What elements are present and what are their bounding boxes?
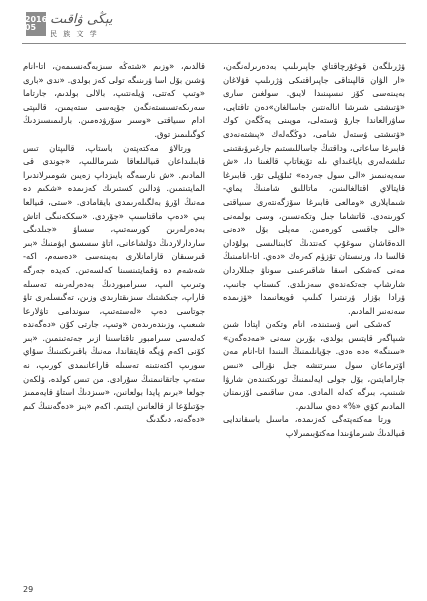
paragraph: ورتا مەكتەپتەگى كەزىمدە، ماسىل باسقاندايى قىيالدىڭ شىرماۋىندا مەكتۇبىمىرلاپ xyxy=(223,414,405,439)
paragraph: ورتالاۋ مەكتەپتەن باستاپ، قالىپتان تىس قابىلىداعان قىيالىلعاقا شىرماللىپ، «جوندى قى المادىم. «ش نارسەگە بايىزداپ زەيىن شومىرلاندىرا المايتىنمىن. ۋدالىن كستىرىك كەزىمدە «شكىم دە مەنىڭ اۆرۋ بەلگىلەرىمدى بايقامادى. «ستى، قىيالعا بىي «دەپ ماقتاسىپ «جۆردى. «سككەنىگى اتاش بەدەرلەرىن كورسەتىپ، سساۋ «جىلدىگى ساردارلاردىڭ دۆلشاعانى، اتاۋ سسسق ايۋمنىڭ «بىر قىرسىقان قارامانلارى بەيىنەسى «دەسەم، اكە-شەشەم دە ۋقمايتىنسىنا كەلسەتىن. كەيدە جەرگە وتىرىپ الىپ، سىرامبوردىڭ بەدەرلەرىنە تەسىلە قاراپ، جىكشتىك سىزىقتارىدى وزىن، تەگىسلەرى تاۋ جوتاسى دەپ «لەستەتىپ، سوندامى تاۋلارعا شىعىپ، وزىندەرىدەن «وتىپ، جارتى كۆن «دەگەندە كەلەسى سىرامبور تاقتاسىنا ازىر جەتەتىنمىن. «بىر كۆنى اكەم ۋيگە قايتقاندا، مەنىڭ باقىرىكتىنىڭ سۇاي سورىپ اكتەنتىنە تەسىلە قاراعانىمدى كورىپ، نە ستەپ جاتقانىمنىڭ سۇرادى. من تىس كولدە، ۋلكەن جولعا «برىم پايدا بولعانىن، «سىزدىڭ استاۋ قايەممىز جۆتىلۆعا از قالعانىن ايتتىم. اكەم «بىز «دەگەننىڭ كىم «دەگەنە، دىگدىگ xyxy=(23,142,205,425)
header-divider xyxy=(22,43,406,44)
text-column-right xyxy=(223,60,405,570)
text-column-left xyxy=(23,60,205,570)
paragraph: ۋژرىلگەن قوغۇرچاقتاي جاپىرىلىپ بەدەرىرلەنگەن، «ار الۋان قالپىتاقى جاپىراقتىكى ۋژرىلىپ قۋلاغان بەيىنەسى كۆز نىسپىنىدا لايىق. سولغىن سارى «ۋتىشتى شىرشا انالەنتىن جاسالغان»دەن تاقتايى، ساۋرالعاندا جارۇ ۋستەلى، مويىنى يەڭگەن كوك «ۋتىشتى ۋستەل شامى، دوڭگەلەك «پىشتەنەدى قابىرغا ساعاتى، وداقتىڭ جاساللىستىم جارغىرۋىقتىنى تىلشەلەرى باياغىداي ىلە تۆيغاتاپ قالغىنا دا، «ش سەيەنىمىز «الى سول جەردە» ئىلۆپلى تۇر. قابىرغا قايتالاي اقتالغالىنىن، ماتاللىق شامنىڭ يماي-شىمايلارى «ومالعى قابىرغا سۆزگەنتەرى سىياقتى كورىنەدى. قاتشاما جىل وتكەنسىن، وسى بولمەنى «الى جاقسى كورەمىن. مەيلى بۆل «دەنى الدەقاشان سوغۇپ كەنتدىڭ كابىنالىسى بولۇدان قالسا دا، ورنىستان تۆزۈم كەرەك «دەي. اتا-انامىنىڭ مەنى كەشكى اسقا شاقىرعىنى سوناۋ جىللاردان شارشاپ جەتكەندەي سەزىلدى. كىستاپ جانىپ، ۋرادا بۆزار ۋرنىتىرا كىلىپ قويعانىمدا «ۋزىمدە سەنەنىر المادىم. xyxy=(223,61,405,316)
journal-logo: 2016 05 xyxy=(26,12,46,36)
paragraph: كەشكى اس ۋستىندە، انام وتكەن اپتادا شىن شىپاگەر قايتىس بولدى، بۆرىن سەنى «مەدەگەن» «سىنگە» ەدە ەدى. جۆيانلىمنىڭ الىنىدا اتا-انام مەن اۆترماعان سول سىرتنشە جىل نۆرالى «نىس جارامايتىن، بۆل جولى ايەلىمنىڭ تورىكتىندەن شارۋا شىنىپ، بىرگە كەلە المادى. مەن ساقىمى اۆزىمنان المادىم كۆي «%» دەي سالدىم. xyxy=(223,319,405,411)
journal-header xyxy=(22,6,412,40)
page-number: 29 xyxy=(23,585,34,594)
journal-subtitle: 民 族 文 学 xyxy=(50,30,99,38)
journal-title-script: يېڭى ۋاقىت xyxy=(50,12,113,27)
paragraph: قالدىم، «وزىم «شتەڭە سىزبەگەنسىمەن، اتا-انام ۋشىن بۆل اسا ۋرىنىگە تولى كەز بولدى. «ندى «بارى «وتىپ كەتتى، ۋيلەنتىپ، بالالى بولدىم، جارتاما سەرىكەتسىستەنگەن جۆيەسى ستەيمىن، قالىپتى ادام سىياقتى «وسىر سۆرۋدەمىن. بارلىمىسىزدىڭ كوگىلىمىز توق. xyxy=(23,61,205,139)
